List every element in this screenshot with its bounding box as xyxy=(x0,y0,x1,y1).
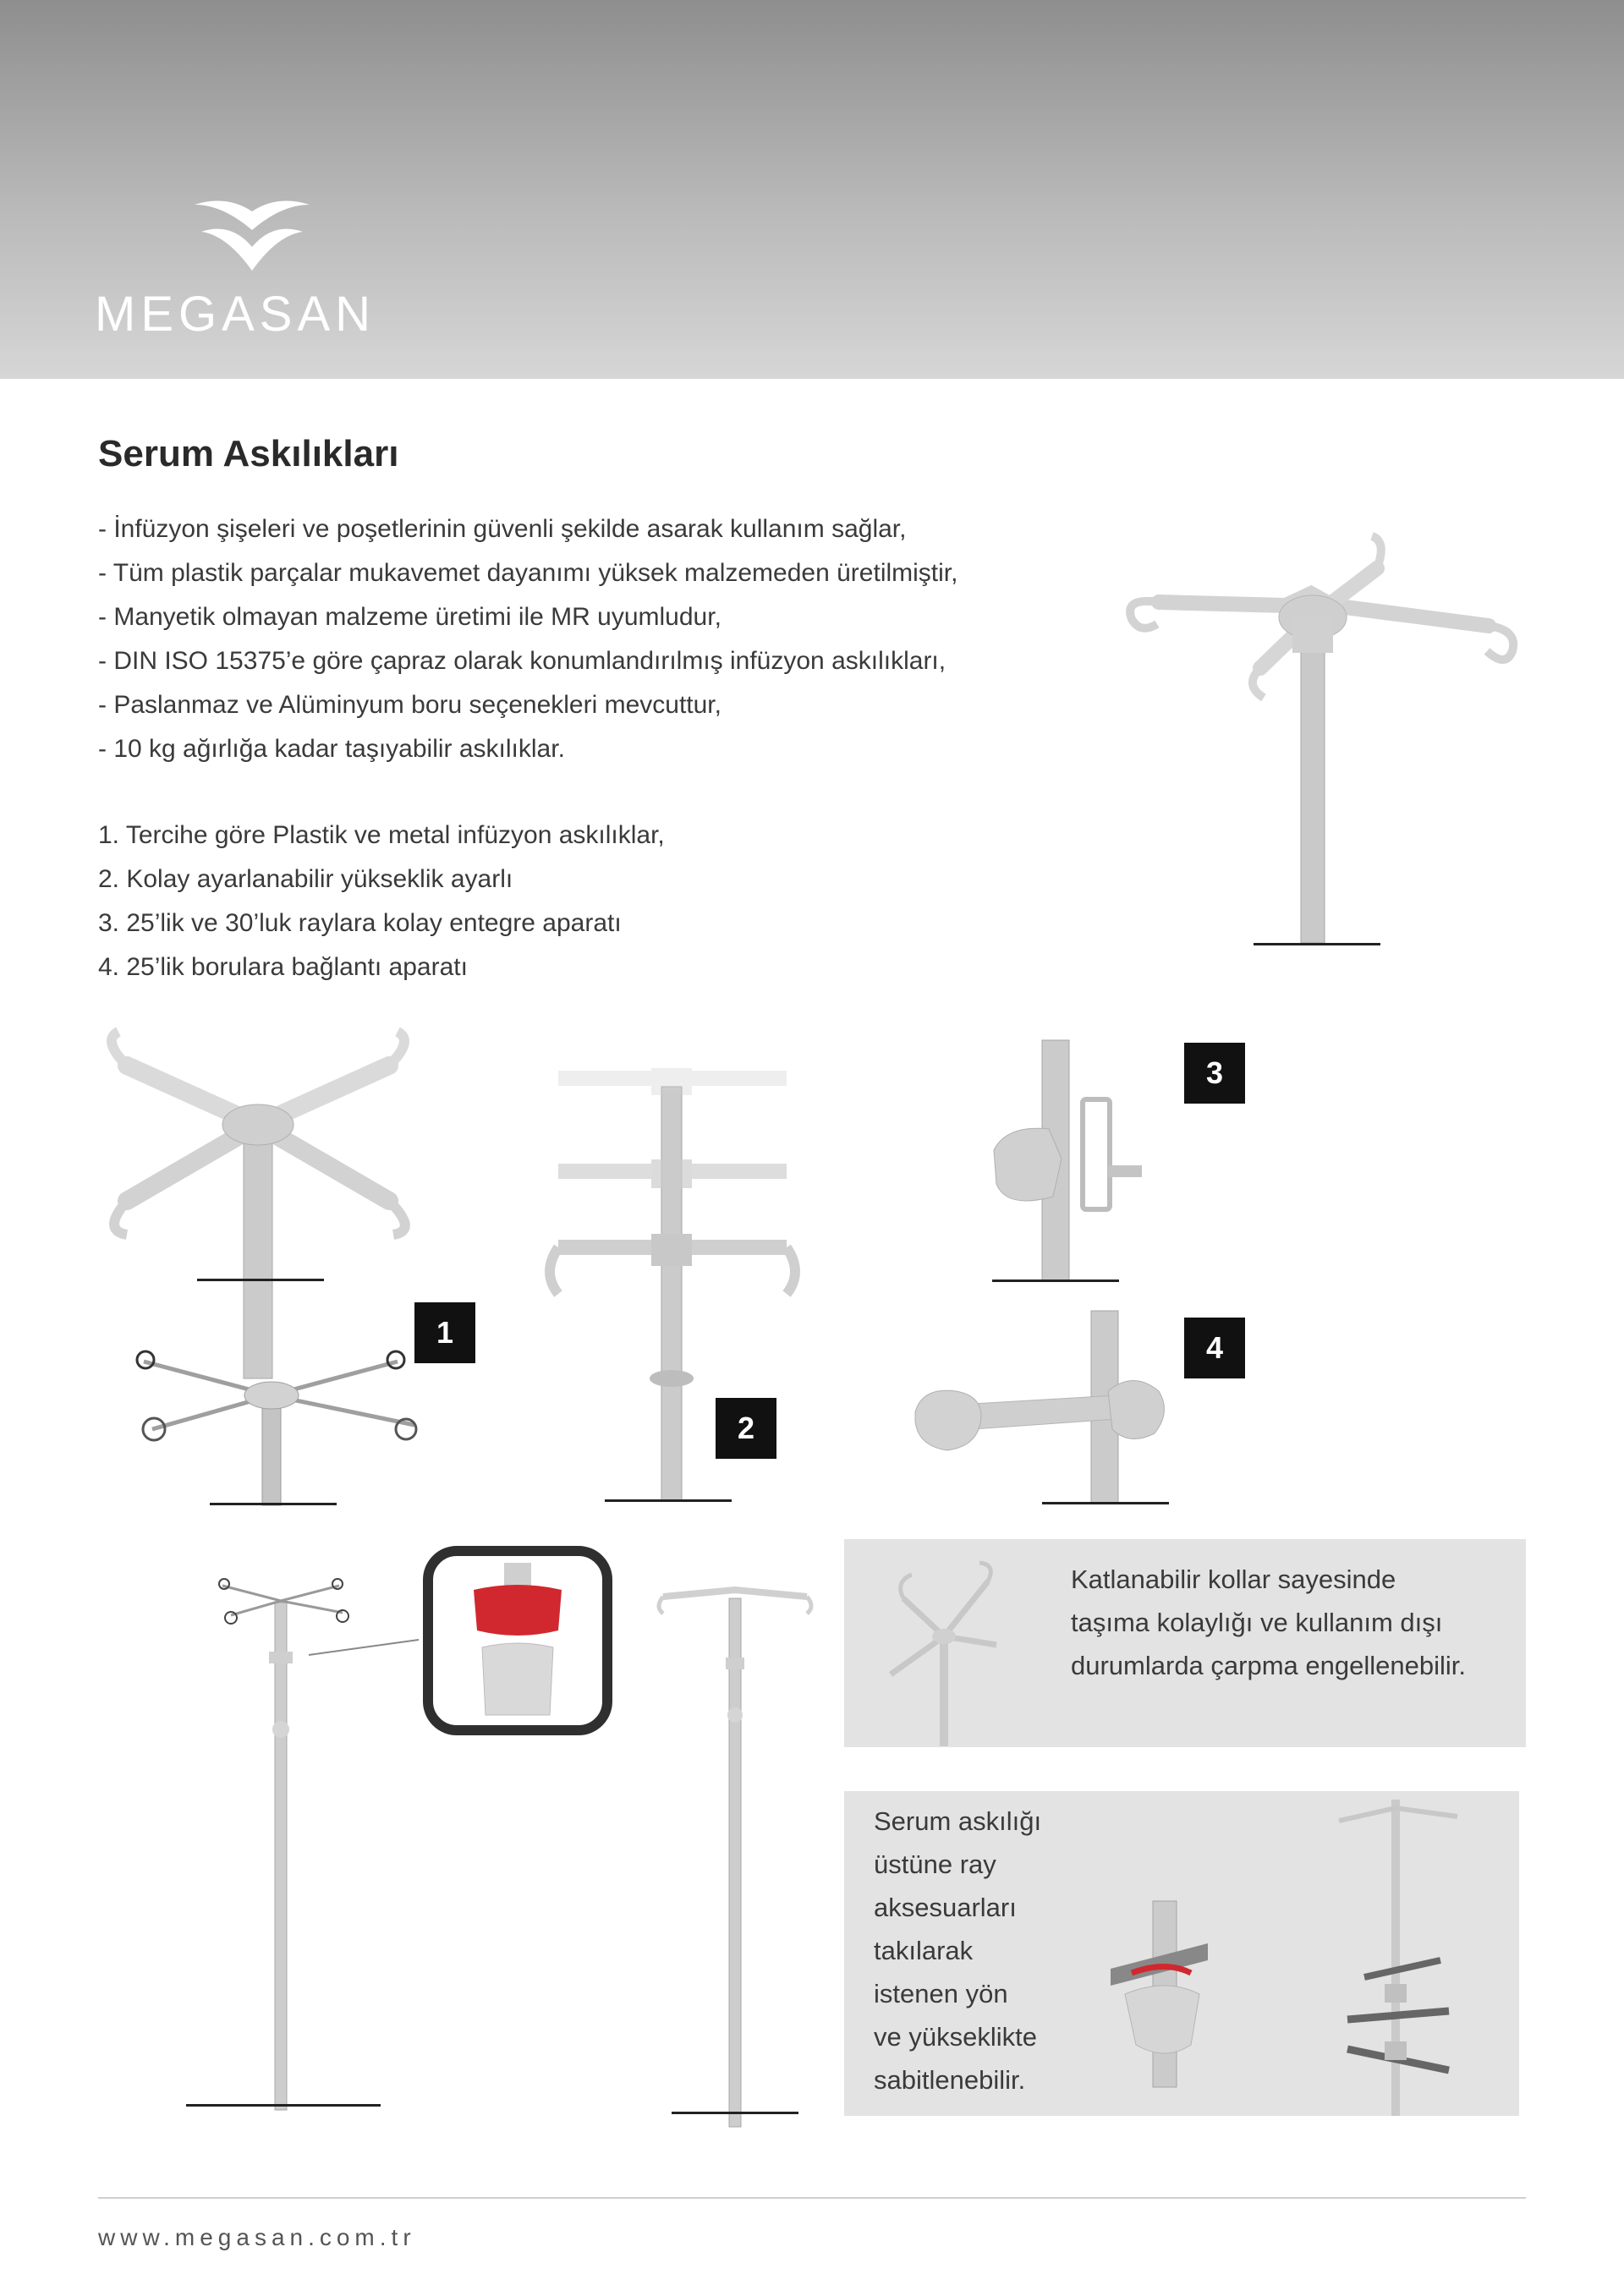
iv-pole-plastic-top-illustration xyxy=(1108,524,1531,964)
list-item: - Tüm plastik parçalar mukavemet dayanımı yüksek malzemeden üretilmiştir, xyxy=(98,559,958,587)
callout-badge-4: 4 xyxy=(1184,1318,1245,1378)
pipe-connector-illustration xyxy=(914,1311,1184,1505)
rail-clamp-closeup-illustration xyxy=(1106,1901,1225,2087)
folding-arms-panel xyxy=(844,1539,1526,1747)
rail-accessories-description: Serum askılığı üstüne ray aksesuarları takılarak istenen yön ve yükseklikte sabitlenebilir. xyxy=(874,1806,1042,2095)
folding-arms-description: Katlanabilir kollar sayesinde taşıma kolaylığı ve kullanım dışı durumlarda çarpma engellenebilir. xyxy=(1071,1564,1466,1680)
leader-line xyxy=(309,1636,427,1662)
page-title: Serum Askılıkları xyxy=(98,433,399,474)
callout-badge-2: 2 xyxy=(716,1398,776,1459)
list-item: - Paslanmaz ve Alüminyum boru seçenekleri mevcuttur, xyxy=(98,691,721,719)
list-item: - Manyetik olmayan malzeme üretimi ile MR uyumludur, xyxy=(98,603,721,631)
plastic-hanger-top-illustration xyxy=(93,1032,431,1285)
website-url[interactable]: www.megasan.com.tr xyxy=(98,2224,416,2250)
list-item: 1. Tercihe göre Plastik ve metal infüzyon askılıklar, xyxy=(98,821,665,849)
brand-name: MEGASAN xyxy=(95,287,376,342)
megasan-wings-logo-icon xyxy=(193,196,311,272)
list-item: 4. 25’lik borulara bağlantı aparatı xyxy=(98,953,468,981)
list-item: - DIN ISO 15375’e göre çapraz olarak konumlandırılmış infüzyon askılıkları, xyxy=(98,647,946,675)
height-clamp-detail-illustration xyxy=(423,1546,617,1740)
list-item: 2. Kolay ayarlanabilir yükseklik ayarlı xyxy=(98,865,513,893)
list-item: 3. 25’lik ve 30’luk raylara kolay entegre aparatı xyxy=(98,909,622,937)
numbered-feature-list xyxy=(98,814,665,989)
pole-with-rails-illustration xyxy=(1314,1791,1483,2116)
folded-hanger-illustration xyxy=(878,1556,1013,1751)
full-iv-pole-plastic-illustration xyxy=(651,1573,820,2123)
list-item: - 10 kg ağırlığa kadar taşıyabilir askılıklar. xyxy=(98,735,565,763)
feature-bullet-list xyxy=(98,507,957,771)
callout-badge-3: 3 xyxy=(1184,1043,1245,1104)
header-banner xyxy=(0,0,1624,379)
callout-badge-1: 1 xyxy=(414,1302,475,1363)
footer-divider xyxy=(98,2197,1526,2199)
rail-accessories-panel xyxy=(844,1791,1519,2116)
list-item: - İnfüzyon şişeleri ve poşetlerinin güvenli şekilde asarak kullanım sağlar, xyxy=(98,515,907,543)
